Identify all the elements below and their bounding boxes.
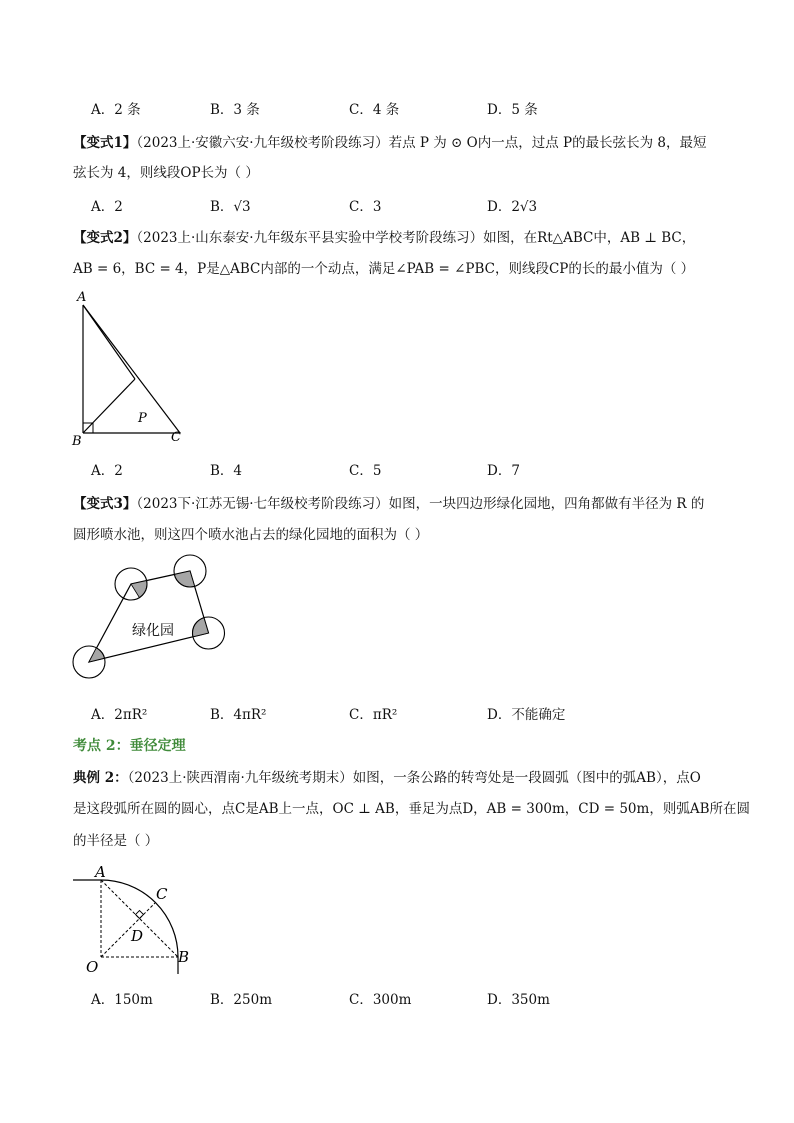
option-c: C．3	[349, 199, 382, 215]
option-a: A．2	[91, 199, 123, 215]
v2-stem-line1	[73, 228, 695, 248]
v1-text1: （2023上·安徽六安·九年级校考阶段练习）若点 P 为 ⊙ O内一点，过点 P的最长弦长为 8，最短	[136, 135, 707, 151]
option-b: B．√3	[210, 199, 251, 215]
ex2-tag: 典例 2：	[73, 770, 128, 786]
option-b: B．3 条	[210, 102, 260, 118]
option-d: D．350m	[487, 992, 550, 1008]
v1-stem-line2: 弦长为 4，则线段OP长为（ ）	[73, 165, 259, 181]
arc-figure	[70, 862, 200, 982]
option-a: A．2πR²	[91, 707, 148, 723]
v3-stem-line2: 圆形喷水池，则这四个喷水池占去的绿化园地的面积为（ ）	[73, 527, 429, 543]
ex2-options	[91, 990, 651, 1010]
option-d: D．2√3	[487, 199, 538, 215]
option-a: A．2 条	[91, 102, 141, 118]
garden-figure	[60, 552, 260, 697]
v2-stem-line2: AB = 6，BC = 4，P是△ABC内部的一个动点，满足∠PAB = ∠PBC，则线段CP的长的最小值为（ ）	[73, 261, 695, 277]
option-b: B．4	[210, 463, 243, 479]
label-o: O	[86, 958, 99, 976]
v2-tag: 【变式2】	[73, 230, 137, 246]
ex2-text1: （2023上·陕西渭南·九年级统考期末）如图，一条公路的转弯处是一段圆弧（图中的弧AB），点O	[127, 770, 701, 786]
option-c: C．πR²	[349, 707, 398, 723]
option-c: C．4 条	[349, 102, 400, 118]
label-a: A	[77, 290, 87, 305]
option-d: D．不能确定	[487, 707, 566, 723]
v1-tag: 【变式1】	[73, 135, 137, 151]
label-c: C	[171, 430, 181, 445]
shade-d	[89, 648, 105, 662]
option-b: B．250m	[210, 992, 272, 1008]
shade-c	[192, 618, 208, 637]
ex2-stem-line3: 的半径是（ ）	[73, 833, 159, 849]
option-d: D．7	[487, 463, 520, 479]
v3-options	[91, 705, 651, 725]
option-c: C．5	[349, 463, 382, 479]
label-p: P	[138, 411, 147, 426]
v3-stem-line1	[73, 494, 704, 514]
garden-label: 绿化园	[132, 623, 174, 639]
label-a: A	[95, 863, 106, 881]
ex2-stem-line1	[73, 768, 701, 788]
v1-options	[91, 197, 651, 217]
option-c: C．300m	[349, 992, 412, 1008]
label-d: D	[131, 927, 144, 945]
v3-text1: （2023下·江苏无锡·七年级校考阶段练习）如图，一块四边形绿化园地，四角都做有半径为 R 的	[136, 496, 705, 512]
ex2-stem-line2: 是这段弧所在圆的圆心，点C是AB上一点，OC ⊥ AB，垂足为点D，AB = 300m，CD = 50m，则弧AB所在圆	[73, 801, 750, 817]
label-c: C	[156, 885, 168, 903]
label-b: B	[178, 948, 190, 966]
label-b: B	[72, 434, 82, 449]
topic-heading: 考点 2：垂径定理	[73, 738, 186, 754]
v2-text1: （2023上·山东泰安·九年级东平县实验中学校考阶段练习）如图，在Rt△ABC中，AB ⊥ BC，	[136, 230, 696, 246]
v3-tag: 【变式3】	[73, 496, 137, 512]
v2-options	[91, 461, 651, 481]
triangle-figure	[68, 285, 198, 450]
option-b: B．4πR²	[210, 707, 267, 723]
q0-options	[91, 100, 651, 120]
option-d: D．5 条	[487, 102, 538, 118]
v1-stem-line1	[73, 133, 706, 153]
shade-a	[131, 581, 147, 598]
option-a: A．2	[91, 463, 123, 479]
option-a: A．150m	[91, 992, 153, 1008]
